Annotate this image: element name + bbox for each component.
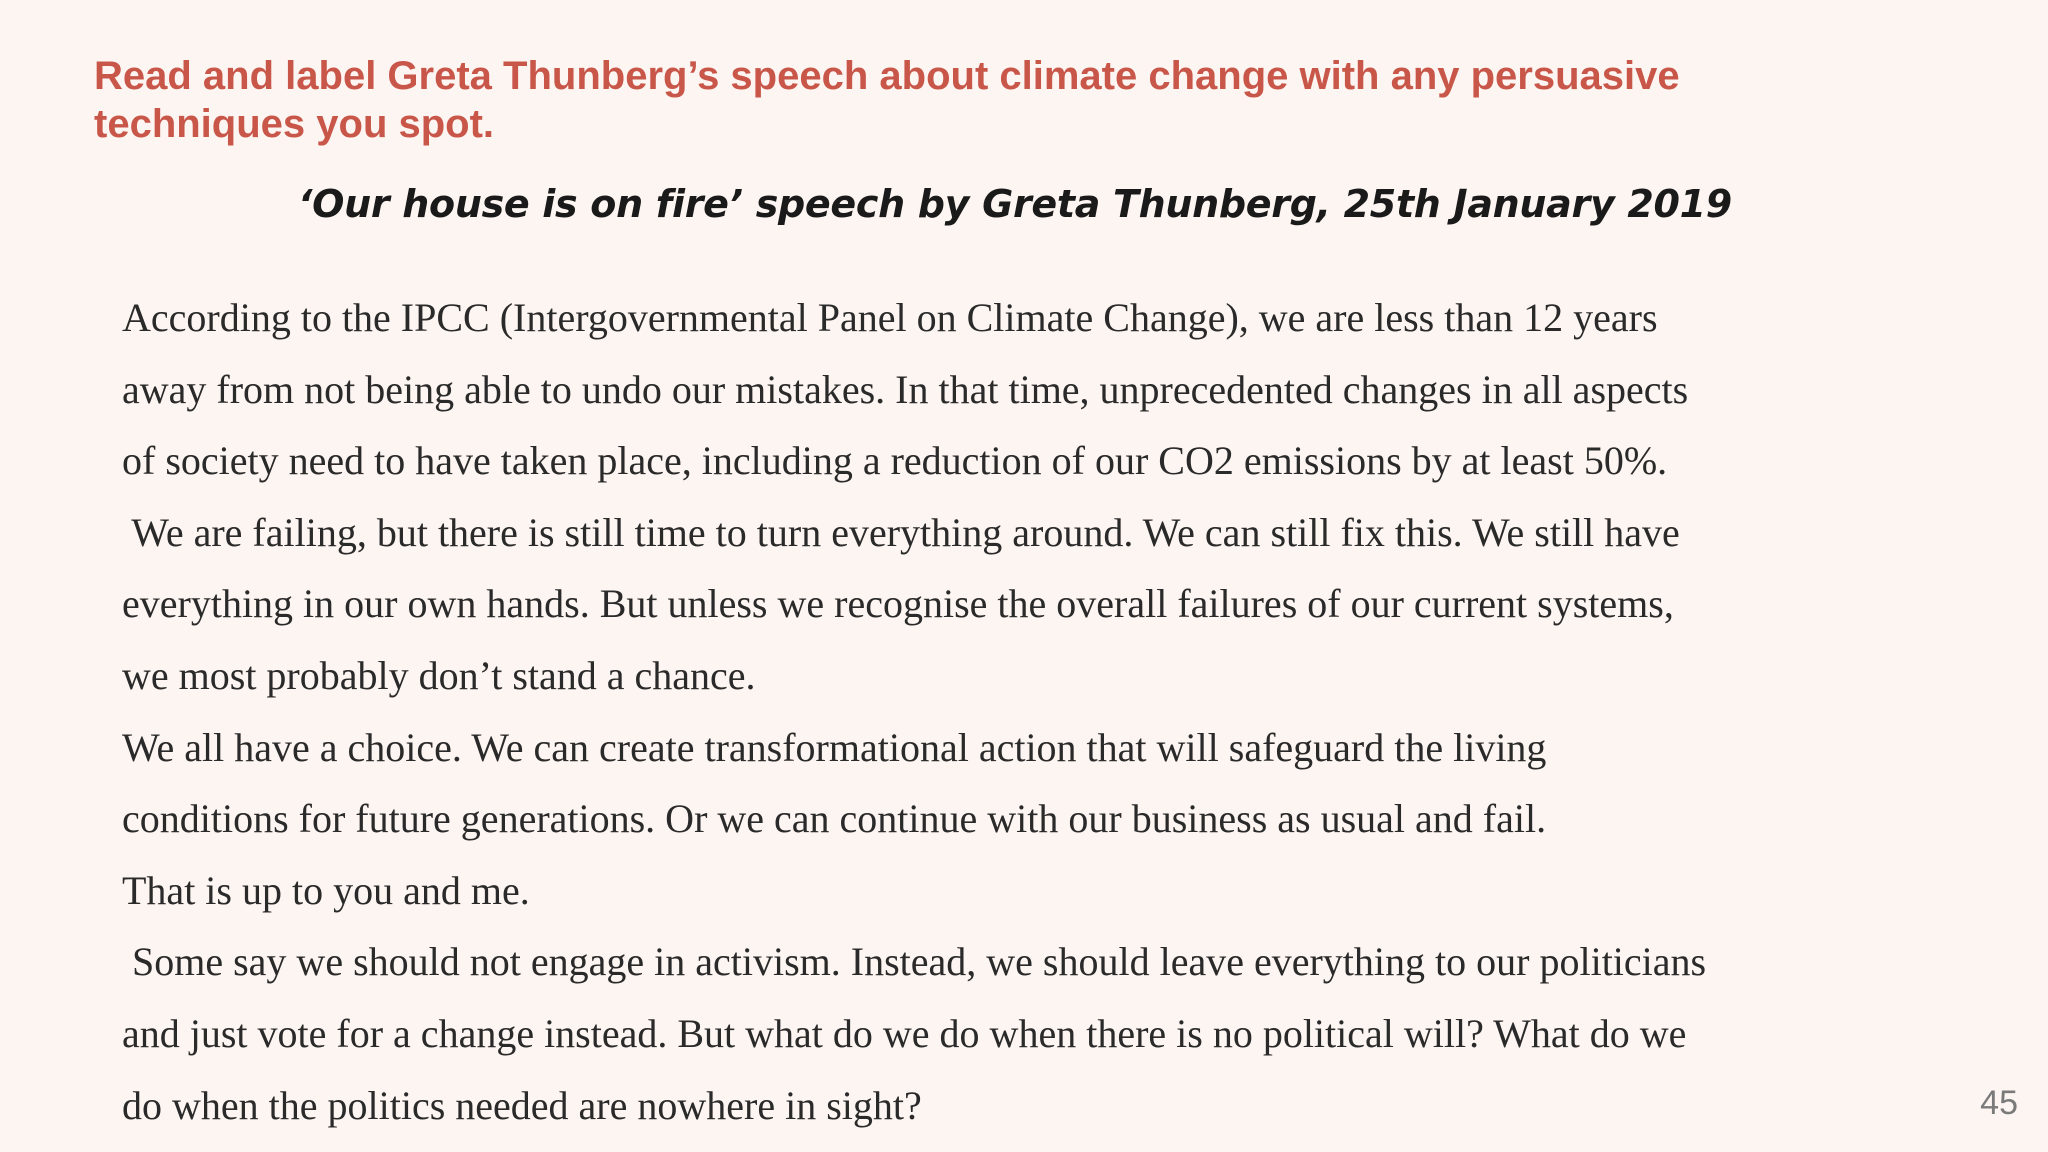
speech-line: we most probably don’t stand a chance. [122,652,756,698]
speech-line: and just vote for a change instead. But what do we do when there is no political will? What do we [122,1010,1687,1056]
speech-line: We are failing, but there is still time to turn everything around. We can still fix this. We still have [122,509,1680,555]
speech-line: Some say we should not engage in activism. Instead, we should leave everything to our politicians [122,939,1707,985]
page-number: 45 [1980,1084,2018,1122]
speech-line: of society need to have taken place, including a reduction of our CO2 emissions by at least 50%. [122,438,1668,484]
speech-text [122,282,1882,1141]
speech-line: do when the politics needed are nowhere in sight? [122,1082,922,1128]
instruction-heading: Read and label Greta Thunberg’s speech about climate change with any persuasive techniques you spot. [94,54,1680,146]
speech-title: ‘Our house is on fire’ speech by Greta Thunberg, 25th January 2019 [298,182,1732,226]
speech-line: We all have a choice. We can create transformational action that will safeguard the living [122,724,1547,770]
speech-line: everything in our own hands. But unless we recognise the overall failures of our current systems, [122,581,1674,627]
speech-line: According to the IPCC (Intergovernmental Panel on Climate Change), we are less than 12 years [122,295,1658,340]
speech-line: conditions for future generations. Or we can continue with our business as usual and fail. [122,796,1547,842]
speech-line: away from not being able to undo our mistakes. In that time, unprecedented changes in all aspects [122,366,1689,412]
speech-line: That is up to you and me. [122,867,530,913]
